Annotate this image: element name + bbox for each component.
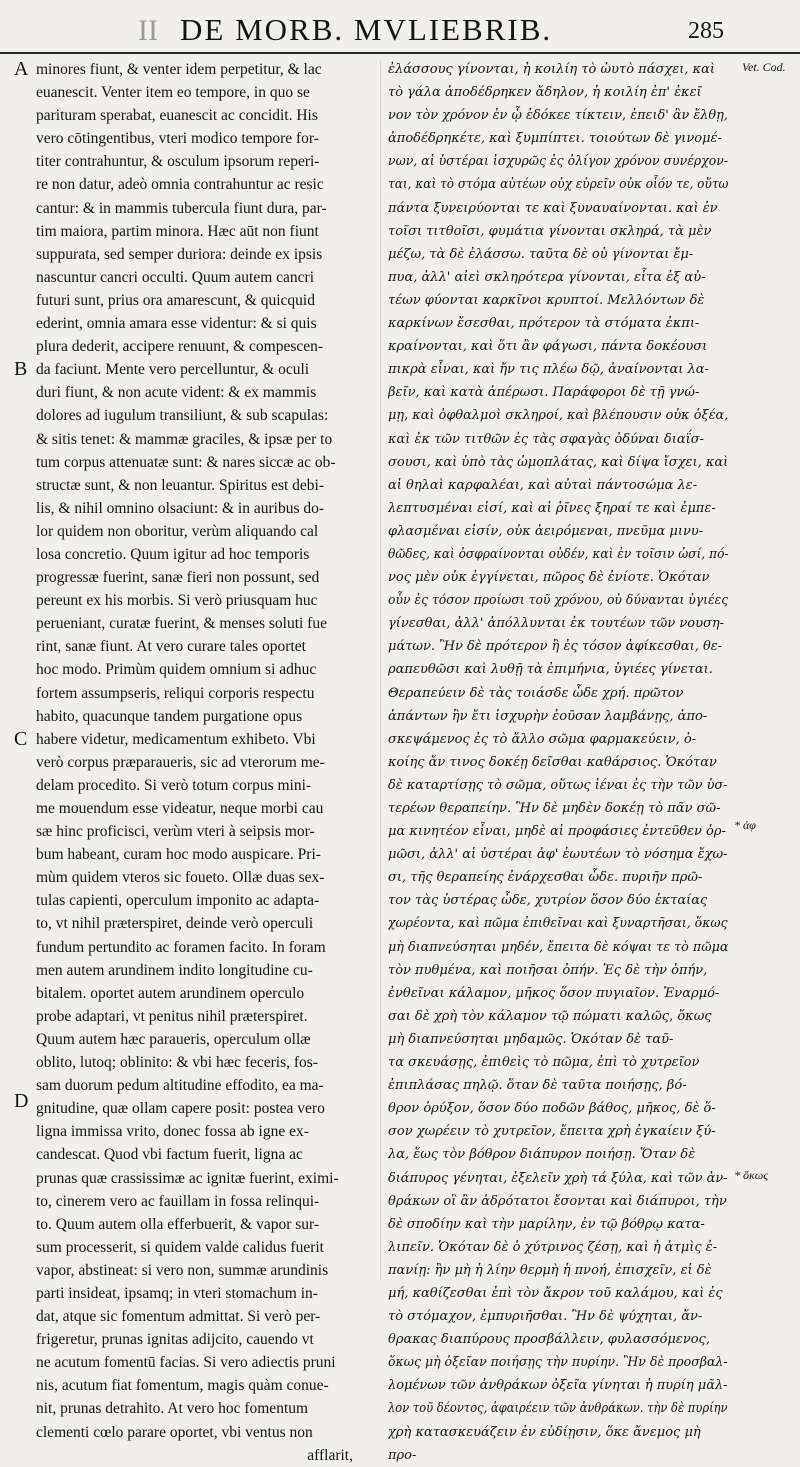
greek-text-line: λον τοῦ δέοντος, ἀφαιρέειν τῶν ἀνθράκων. τὴν δὲ πυρίην [388,1401,728,1417]
greek-text-line: μὴ διαπνεύσηται μηδαμῶς. Ὁκόταν δὲ ταῦ- [388,1031,674,1047]
greek-text-line: ὅκως μὴ ὀξεῖαν ποιήσῃς τὴν πυρίην. Ἢν δὲ προσβαλ- [388,1355,728,1371]
latin-text-line: fundum pertundito ac foramen facito. In foram [36,938,326,956]
latin-text-line: vero cōtingentibus, vteri modico tempore for- [36,130,319,148]
section-letter-b: B [14,358,28,380]
latin-text-line: habere videtur, medicamentum exhibeto. Vbi [36,730,316,748]
greek-text-line: λα, ἕως τὸν βόθρον διάπυρον ποιήσῃ. Ὅταν δὲ [388,1147,696,1163]
latin-text-line: dat, atque sic fomentum admittat. Si verò per- [36,1308,321,1326]
greek-text-line: κραίνονται, καὶ ὅτι ἂν φάγωσι, πάντα δοκέουσι [388,339,708,355]
greek-text-line: σκεψάμενος ἐς τὸ ἄλλο σῶμα φαρμακεύειν, ὁ- [388,731,697,747]
greek-text-line: καρκίνων ἔσεσθαι, πρότερον τὰ στόματα ἐκπι- [388,316,700,332]
latin-text-line: tum corpus attenuatæ sunt: & nares siccæ ac ob- [36,453,336,471]
greek-text-line: βεῖν, καὶ κατὰ ἀπέρωσι. Παράφοροι δὲ τῇ γνώ- [388,385,700,401]
latin-text-line: titer contrahuntur, & osculum ipsorum reperi- [36,153,320,171]
section-letter-d: D [14,1090,29,1112]
latin-text-line: delam procedito. Si verò totum corpus mini- [36,776,312,794]
greek-text-line: τέων φύονται καρκῖνοι κρυπτοί. Μελλόντων δὲ [388,292,705,308]
greek-text-line: τοῖσι τιτθοῖσι, φυμάτια γίνονται σκληρά, τὰ μὲν [388,223,712,239]
latin-text-line: me mouendum esse videatur, neque morbi cau [36,800,324,817]
latin-text-line: perueniant, curatæ fuerint, & menses soluti fue [36,615,327,633]
latin-text-line: parti insideat, ipsamq; in vteri stomachum in- [36,1284,318,1302]
latin-text-line: verò corpus præparaueris, sic ad vterorum me- [36,753,325,771]
greek-text-line: θῶδες, καὶ ὀσφραίνονται οὐδέν, καὶ ἐν τοῖσιν ὠσί, πό- [388,546,729,562]
greek-text-line: μα κινητέον εἶναι, μηδὲ αἱ προφάσιες ἐντεῦθεν ὁρ- [388,824,726,840]
greek-text-line: λομένων τῶν ἀνθράκων ὀξεῖα γίνηται ἡ πυρίη μᾶλ- [388,1378,728,1394]
greek-text-line: τα σκευάσῃς, ἐπιθεὶς τὸ πῶμα, ἐπὶ τὸ χυτρεῖον [388,1055,700,1071]
latin-text-line: gnitudine, quæ ollam capere posit: postea vero [36,1100,325,1118]
latin-text-line: tulas capienti, operculum imponito ac adapta- [36,892,320,910]
latin-text-line: minores fiunt, & venter idem perpetitur, & lac [36,61,322,78]
latin-text-line: structæ sunt, & non leuantur. Spiritus est debi- [36,476,325,494]
latin-text-line: men autem arundinem indito longitudine cu- [36,961,313,979]
greek-text-line: γίνεσθαι, ἀλλ' ἀπόλλυνται ἐκ τουτέων τῶν νουση- [388,616,725,632]
greek-text-line: ραπευθῶσι καὶ λυθῇ τὰ ἐπιμήνια, ὑγιέες γίνεται. [388,662,713,678]
latin-text-line: lor quidem non oboritur, verùm aliquando cal [36,522,319,540]
greek-text-line: μὴ διαπνεύσηται μηδέν, ἔπειτα δὲ κόψαι τε τὸ πῶμα [388,939,729,955]
latin-text-line: ligna immissa vrito, donec fossa ab igne ex- [36,1123,309,1141]
latin-text-line: futuri sunt, prius ora amarescunt, & quicquid [36,291,315,309]
latin-text-line: hoc modo. Primùm quidem omnium si adhuc [36,661,317,679]
latin-text-line: euanescit. Venter item eo tempore, in quo se [36,84,310,102]
greek-text-line: σι, τῆς θεραπείης ἐνάρχεσθαι ὧδε. πυριῆν πρῶ- [388,870,703,886]
latin-text-line: fortem assumpseris, reliqui corporis respectu [36,684,315,702]
greek-text-line: ἐνθεῖναι κάλαμον, μῆκος ὅσον πυγιαῖον. Ἐναρμό- [388,985,720,1001]
greek-text-line: αἱ θηλαὶ καρφαλέαι, καὶ αὐταὶ πάντοσώμα λε- [388,477,698,493]
greek-text-line: ἀποδέδρηκέτε, καὶ ξυμπίπτει. τοιούτων δὲ γινομέ- [388,131,722,147]
latin-text-line: da faciunt. Mente vero percelluntur, & oculi [36,361,310,379]
greek-text-line: τὸν πυθμένα, καὶ ποιῆσαι ὀπήν. Ἐς δὲ τὴν ὀπήν, [388,962,708,978]
latin-text-line: re non datur, adeò omnia contrahuntur ac resic [36,176,324,194]
latin-text-line: plura dederit, accipere renuunt, & compescen- [36,338,324,356]
greek-text-line: τον τὰς ὑστέρας ὧδε, χυτρίον ὅσον δύο ἑκταίας [388,893,708,909]
greek-text-line: χρὴ κατασκευάζειν ἐν εὐδίῃσιν, ὅκε ἄνεμος μὴ [388,1424,701,1440]
greek-text-line: μή, καθίζεσθαι ἐπὶ τὸν ἄκρον τοῦ καλάμου, καὶ ἐς [388,1285,723,1301]
latin-text-column [36,58,371,1464]
latin-text-line: rint, sanæ fiunt. At vero curare tales oportet [36,638,306,656]
greek-text-line: Θεραπεύειν δὲ τὰς τοιάσδε ὧδε χρή. πρῶτον [388,685,684,701]
greek-text-line: τὸ στόμαχον, ἐμπυριῆσθαι. Ἢν δὲ ψύχηται, ἄν- [388,1309,703,1325]
greek-text-line: πάντα ξυνειρύονται τε καὶ ξυναυαίνονται. καὶ ἐν [388,200,718,216]
greek-text-line: θρακας διαπύρους προσβάλλειν, φυλασσόμενος, [388,1332,710,1348]
latin-text-line: to. Quum autem olla efferbuerit, & vapor sur- [36,1215,320,1233]
greek-text-line: σον χωρέειν τὸ χυτρεῖον, ἔπειτα χρὴ ἐγκαίειν ξύ- [388,1124,716,1140]
latin-text-line: progressæ fuerint, sanæ fieri non possunt, sed [36,569,320,587]
margin-note-1: * ἀφ [734,818,756,832]
greek-text-line: ἁπάντων ἢν ἔτι ἰσχυρὴν ἐοῦσαν λαμβάνῃς, ἀπο- [388,708,708,724]
latin-text-line: pereunt ex his morbis. Si verò priusquam huc [36,592,318,610]
latin-text-line: clementi cœlo parare oportet, vbi ventus non [36,1423,313,1441]
greek-text-line: διάπυρος γένηται, ἐξελεῖν χρὴ τά ξύλα, καὶ τῶν ἀν- [388,1170,728,1186]
greek-text-line: σαι δὲ χρὴ τὸν κάλαμον τῷ πώματι καλῶς, ὅκως [388,1008,712,1024]
latin-text-line: mùm quidem vteros sic foueto. Ollæ duas sex- [36,869,325,887]
latin-text-line: sum processerit, si quidem valde calidus fuerit [36,1238,324,1256]
greek-text-line: ἐπιπλάσας πηλῷ. ὅταν δὲ ταῦτα ποιήσῃς, βό- [388,1078,687,1094]
latin-text-line: vapor, abstineat: si vero non, summæ arundinis [36,1261,329,1279]
latin-text-line: habito, quacunque tandem purgatione opus [36,707,303,725]
greek-text-line: νων, αἱ ὑστέραι ἰσχυρῶς ἐς ὀλίγον χρόνον συνέρχον- [388,154,728,170]
latin-text-line: lis, & nihil omnino olsaciunt: & in auribus do- [36,499,325,517]
latin-text-line: losa concretio. Quum igitur ad hoc temporis [36,545,310,563]
column-gutter [380,60,381,1280]
greek-text-line: ται, καὶ τὸ στόμα αὐτέων οὐχ εὑρεῖν οὐκ οἷόν τε, οὕτω [388,177,729,193]
greek-text-line: θράκων οἳ ἂν ἁδρότατοι ἔσονται καὶ διάπυροι, τὴν [388,1193,727,1209]
greek-text-line: προ- [388,1447,417,1463]
margin-note-vet-cod: Vet. Cod. [742,60,786,74]
greek-text-line: ἐλάσσους γίνονται, ἡ κοιλίη τὸ ὠυτὸ πάσχει, καὶ [388,62,715,77]
greek-text-line: τὸ γάλα ἀποδέδρηκεν ἄδηλον, ἡ κοιλίη ἐπ' ἐκεῖ [388,85,702,101]
greek-text-line: δὲ καταρτίσῃς τὸ σῶμα, οὕτως ἰέναι ἐς τὴν τῶν ὑσ- [388,777,728,793]
latin-text-line: parituram sperabat, euanescit ac concidit. His [36,107,318,125]
latin-text-line: sam duorum pedum altitudine effodito, ea ma- [36,1077,324,1095]
greek-text-line: κοίης ἄν τινος δοκέῃ δεῖσθαι καθάρσιος. Ὁκόταν [388,754,717,770]
greek-text-line: χωρέοντα, καὶ πῶμα ἐπιθεῖναι καὶ ξυναρτῆσαι, ὅκως [388,916,728,932]
greek-text-line: σουσι, καὶ ὑπὸ τὰς ὠμοπλάτας, καὶ δίψα ἴσχει, καὶ [388,454,728,470]
latin-text-line: probe adaptari, vt penitus nihil præterspiret. [36,1007,308,1025]
latin-text-line: Quum autem hæc paraueris, operculum ollæ [36,1030,311,1048]
greek-text-line: μέζω, τὰ δὲ ἐλάσσω. ταῦτα δὲ οὐ γίνονται ἔμ- [388,246,694,262]
greek-text-line: νος μὲν οὐκ ἐγγίνεται, πῶρος δὲ ἐνίοτε. Ὁκόταν [388,570,710,586]
latin-text-line: ederint, omnia amara esse videntur: & si quis [36,315,317,333]
header-fragment: II [138,14,158,47]
latin-text-line: nascuntur cancri occulti. Quum autem cancri [36,268,315,286]
latin-text-line: afflarit, [307,1446,353,1464]
latin-text-line: ne acutum fomentū facias. Si vero adiectis pruni [36,1354,336,1372]
greek-text-line: πανίῃ: ἢν μὴ ἡ λίην θερμὴ ἡ πνοή, ἐπισχεῖν, εἰ δὲ [388,1262,712,1278]
greek-text-line: μάτων. Ἢν δὲ πρότερον ἢ ἐς τόσον ἀφίκεσθαι, θε- [388,639,723,655]
latin-text-line: to, cinerem vero ac fauillam in fossa relinqui- [36,1192,320,1210]
greek-text-line: πυα, ἀλλ' αἰεὶ σκληρότερα γίνονται, εἶτα ἐξ αὐ- [388,269,706,285]
latin-text-line: to, vt nihil præterspiret, deinde verò operculi [36,915,314,933]
greek-text-column [388,58,729,1463]
latin-text-line: cantur: & in mammis tubercula fiunt dura, par- [36,199,327,217]
section-letter-a: A [14,58,29,80]
greek-text-line: θρον ὀρύξον, ὅσον δύο ποδῶν βάθος, μῆκος, δὲ ὅ- [388,1101,716,1117]
latin-text-line: nit, prunas detrahito. At vero hoc fomentum [36,1400,309,1418]
latin-text-line: bum habeant, curam hoc modo auspicare. Pri- [36,846,321,864]
greek-text-line: καὶ ἐκ τῶν τιτθῶν ἐς τὰς σφαγὰς ὀδύναι διαΐσ- [388,431,704,447]
greek-text-line: τερέων θεραπείην. Ἢν δὲ μηδὲν δοκέῃ τὸ πᾶν σῶ- [388,801,721,816]
greek-text-line: δὲ σποδίην καὶ τὴν μαρίλην, ἐν τῷ βόθρῳ κατα- [388,1216,705,1232]
latin-text-line: nis, acutum fiat fomentum, magis quàm conue- [36,1377,329,1395]
margin-note-2: * ὅκως [734,1168,769,1182]
latin-text-line: frigeretur, prunas ignitas adijcito, cauendo vt [36,1331,314,1349]
greek-text-line: νον τὸν χρόνον ἐν ᾧ ἐδόκεε τίκτειν, ἐπειδ' ἂν ἔλθῃ, [388,108,728,124]
latin-text-line: & sitis tenet: & mammæ graciles, & ipsæ per to [36,430,333,448]
greek-text-line: φλασμέναι εἰσίν, οὐκ ἀειρόμεναι, πνεῦμα μινυ- [388,523,704,539]
latin-text-line: oblito, lutoq; oblinito: & vbi hæc feceris, fos- [36,1054,318,1072]
greek-text-line: λιπεῖν. Ὁκόταν δὲ ὁ χύτρινος ζέσῃ, καὶ ἡ ἀτμὶς ἐ- [388,1239,718,1255]
greek-text-line: μῃ, καὶ ὀφθαλμοὶ σκληροί, καὶ βλέπουσιν οὐκ ὀξέα, [388,408,728,424]
page-number: 285 [688,18,724,44]
latin-text-line: tim maiora, partim minora. Hæc aūt non fiunt [36,222,319,240]
section-letter-c: C [14,728,28,750]
latin-text-line: duri fiunt, & non acute vident: & ex mammis [36,384,317,402]
latin-text-line: suppurata, sed semper duriora: deinde ex ipsis [36,245,323,263]
greek-text-line: λεπτυσμέναι εἰσί, καὶ αἱ ῥῖνες ξηραί τε καὶ ἐμπε- [388,500,716,516]
greek-text-line: πικρὰ εἶναι, καὶ ἤν τις πλέω δῷ, ἀναίνονται λα- [388,362,709,378]
page-header [0,12,800,54]
latin-text-line: sæ hinc proficisci, verùm vteri à seipsis mor- [36,823,315,841]
greek-text-line: μῶσι, ἀλλ' αἱ ὑστέραι ἀφ' ἑωυτέων τὸ νόσημα ἔχω- [388,847,728,863]
latin-text-line: prunas quæ crassissimæ ac ignitæ fuerint, eximi- [36,1169,339,1187]
latin-text-line: dolores ad iugulum transiliunt, & sub scapulas: [36,407,329,425]
latin-text-line: bitalem. oportet autem arundinem operculo [36,984,305,1002]
greek-text-line: οὖν ἐς τόσον προίωσι τοῦ χρόνου, οὐ δύνανται ὑγιέες [388,593,728,609]
running-title: DE MORB. MVLIEBRIB. [180,12,553,47]
latin-text-line: candescat. Quod vbi factum fuerit, ligna ac [36,1146,303,1164]
